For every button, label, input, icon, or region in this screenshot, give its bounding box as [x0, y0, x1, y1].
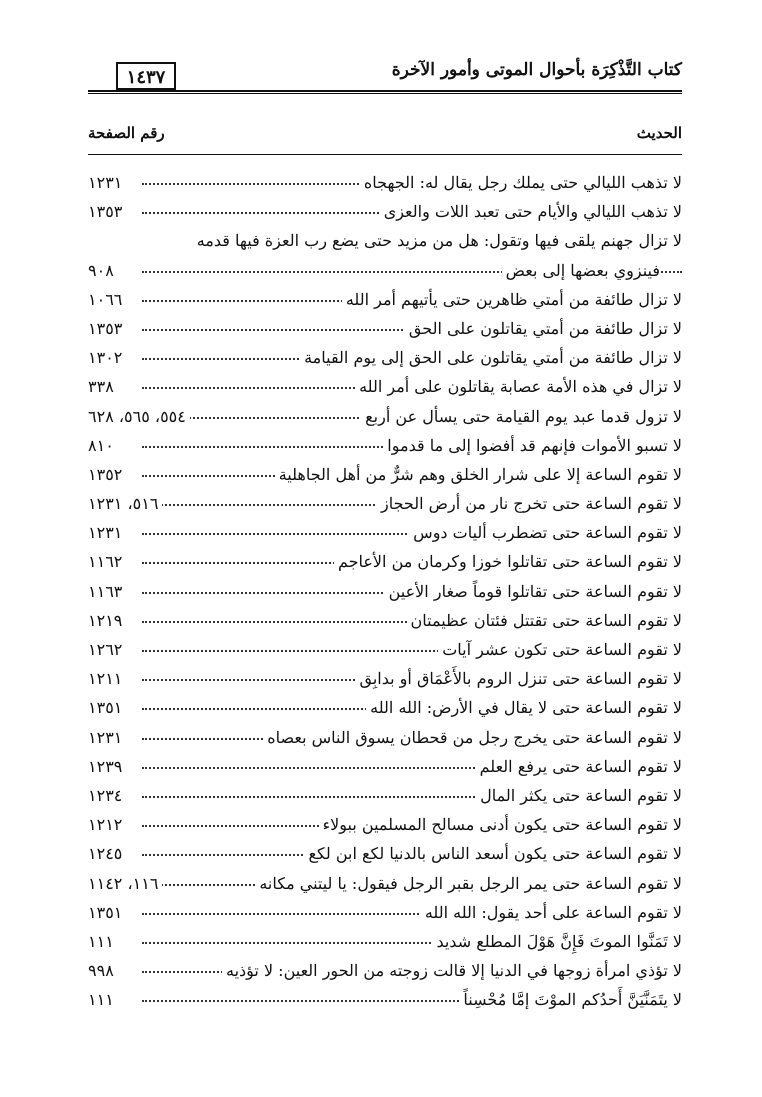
page-reference: ١٣٥٣ — [88, 319, 126, 338]
index-row — [88, 170, 682, 199]
page-reference: ١٢٣١ — [88, 173, 126, 192]
hadith-text: لا تزال جهنم يلقى فيها وتقول: هل من مزيد حتى يضع رب العزة فيها قدمه — [193, 231, 682, 250]
column-heading-rule — [88, 154, 682, 155]
page-reference: ١٢٣١ — [88, 728, 126, 747]
hadith-text: لا تقوم الساعة حتى تنزل الروم بالأَعْمَاق أو بدابِق — [356, 669, 683, 688]
index-row — [88, 228, 682, 257]
page-reference: ١١١ — [88, 990, 118, 1009]
hadith-text: لا تقوم الساعة إلا على شرار الخلق وهم شرٌّ من أهل الجاهلية — [275, 465, 682, 484]
index-row — [88, 958, 682, 987]
hadith-text: لا تذهب الليالي حتى يملك رجل يقال له: الجهجاه — [360, 173, 682, 192]
hadith-text: لا تقوم الساعة حتى يكون أسعد الناس بالدنيا لكع ابن لكع — [305, 844, 682, 863]
page-reference: ١٣٥٢ — [88, 465, 126, 484]
index-row — [88, 199, 682, 228]
page-reference: ١٢١٩ — [88, 611, 126, 630]
index-row — [88, 929, 682, 958]
book-title: كتاب التَّذْكِرَة بأحوال الموتى وأمور الآخرة — [391, 60, 682, 80]
hadith-text: لا تقوم الساعة حتى تقاتلوا خوزا وكرمان من الأعاجم — [334, 552, 682, 571]
header-rule-thin — [88, 93, 682, 94]
index-row — [88, 345, 682, 374]
hadith-text: لا تقوم الساعة حتى تكون عشر آيات — [438, 640, 682, 659]
index-row — [88, 316, 682, 345]
index-row — [88, 374, 682, 403]
hadith-text: لا تقوم الساعة حتى يمر الرجل بقبر الرجل فيقول: يا ليتني مكانه — [255, 874, 682, 893]
index-row — [88, 287, 682, 316]
index-row — [88, 404, 682, 433]
page-reference: ١١٦٣ — [88, 582, 126, 601]
hadith-text: لا تزال طائفة من أمتي يقاتلون على الحق — [405, 319, 682, 338]
index-row — [88, 812, 682, 841]
page-reference: ٥١٦، ١٢٣١ — [88, 494, 162, 513]
index-row — [88, 433, 682, 462]
hadith-text: لا تقوم الساعة حتى تخرج نار من أرض الحجاز — [377, 494, 682, 513]
hadith-text: لا تؤذي امرأة زوجها في الدنيا إلا قالت زوجته من الحور العين: لا تؤذيه — [222, 961, 682, 980]
page-reference: ١٢٣١ — [88, 523, 126, 542]
hadith-text: فينزوي بعضها إلى بعض — [502, 261, 660, 280]
hadith-text: لا يتَمَنَّيَنَّ أَحدُكم الموْتَ إمَّا مُحْسِناً — [459, 990, 682, 1009]
page-reference: ١١١ — [88, 932, 118, 951]
hadith-text: لا تقوم الساعة حتى تضطرب أليات دوس — [409, 523, 682, 542]
index-row — [88, 666, 682, 695]
hadith-text: لا تقوم الساعة حتى يكثر المال — [476, 786, 682, 805]
column-heading-hadith: الحديث — [636, 124, 682, 142]
index-row — [88, 520, 682, 549]
index-row — [88, 695, 682, 724]
index-row — [88, 900, 682, 929]
index-row — [88, 462, 682, 491]
hadith-text: لا تقوم الساعة على أحد يقول: الله الله — [421, 903, 682, 922]
hadith-text: لا تزال طائفة من أمتي يقاتلون على الحق إلى يوم القيامة — [300, 348, 682, 367]
hadith-text: لا تقوم الساعة حتى يرفع العلم — [476, 757, 682, 776]
hadith-text: لا تَمَنَّوا الموتَ فَإِنَّ هَوْلَ المطلع شديد — [432, 932, 682, 951]
column-heading-page: رقم الصفحة — [88, 124, 165, 142]
page-reference: ١٣٥١ — [88, 903, 126, 922]
page-reference: ٨١٠ — [88, 436, 118, 455]
page-reference: ١٢٣٩ — [88, 757, 126, 776]
index-row — [88, 579, 682, 608]
hadith-text: لا تقوم الساعة حتى يخرج رجل من قحطان يسوق الناس بعصاه — [263, 728, 682, 747]
hadith-text: لا تزول قدما عبد يوم القيامة حتى يسأل عن أربع — [361, 407, 682, 426]
hadith-text: لا تسبو الأموات فإنهم قد أفضوا إلى ما قدموا — [383, 436, 682, 455]
index-row — [88, 491, 682, 520]
index-list — [88, 170, 682, 1016]
index-row — [88, 783, 682, 812]
page-number: ١٤٣٧ — [116, 62, 176, 90]
hadith-text: لا تقوم الساعة حتى لا يقال في الأرض: الله الله — [366, 698, 682, 717]
page-reference: ١٢١١ — [88, 669, 126, 688]
hadith-text: لا تقوم الساعة حتى تقتتل فئتان عظيمتان — [407, 611, 682, 630]
index-row — [88, 549, 682, 578]
hadith-text: لا تزال طائفة من أمتي ظاهرين حتى يأتيهم أمر الله — [342, 290, 682, 309]
page-reference: ١٢١٢ — [88, 815, 126, 834]
page-reference: ٩٠٨ — [88, 261, 118, 280]
page-reference: ١٣٠٢ — [88, 348, 126, 367]
page-reference: ١١٦٢ — [88, 552, 126, 571]
index-row — [88, 754, 682, 783]
page-header — [88, 58, 682, 98]
header-rule — [88, 90, 682, 92]
page-reference: ٩٩٨ — [88, 961, 118, 980]
page-reference: ١١٦، ١١٤٢ — [88, 874, 162, 893]
page-reference: ١٢٣٤ — [88, 786, 126, 805]
index-row — [88, 987, 682, 1016]
index-row — [88, 841, 682, 870]
index-row — [88, 637, 682, 666]
page-reference: ٥٥٤، ٥٦٥، ٦٢٨ — [88, 407, 190, 426]
page-reference: ١٢٦٢ — [88, 640, 126, 659]
page-reference: ٣٣٨ — [88, 377, 118, 396]
index-row — [88, 608, 682, 637]
hadith-text: لا تذهب الليالي والأيام حتى تعبد اللات والعزى — [380, 202, 682, 221]
page-reference: ١٢٤٥ — [88, 844, 126, 863]
column-headings — [88, 124, 682, 148]
hadith-text: لا تقوم الساعة حتى تقاتلوا قوماً صغار الأعين — [385, 582, 682, 601]
page-reference: ١٣٥١ — [88, 698, 126, 717]
index-row — [88, 258, 682, 287]
index-row — [88, 725, 682, 754]
page-reference: ١٣٥٣ — [88, 202, 126, 221]
hadith-text: لا تقوم الساعة حتى يكون أدنى مسالح المسلمين ببولاء — [319, 815, 682, 834]
index-row — [88, 871, 682, 900]
hadith-text: لا تزال في هذه الأمة عصابة يقاتلون على أمر الله — [355, 377, 682, 396]
page-reference: ١٠٦٦ — [88, 290, 126, 309]
